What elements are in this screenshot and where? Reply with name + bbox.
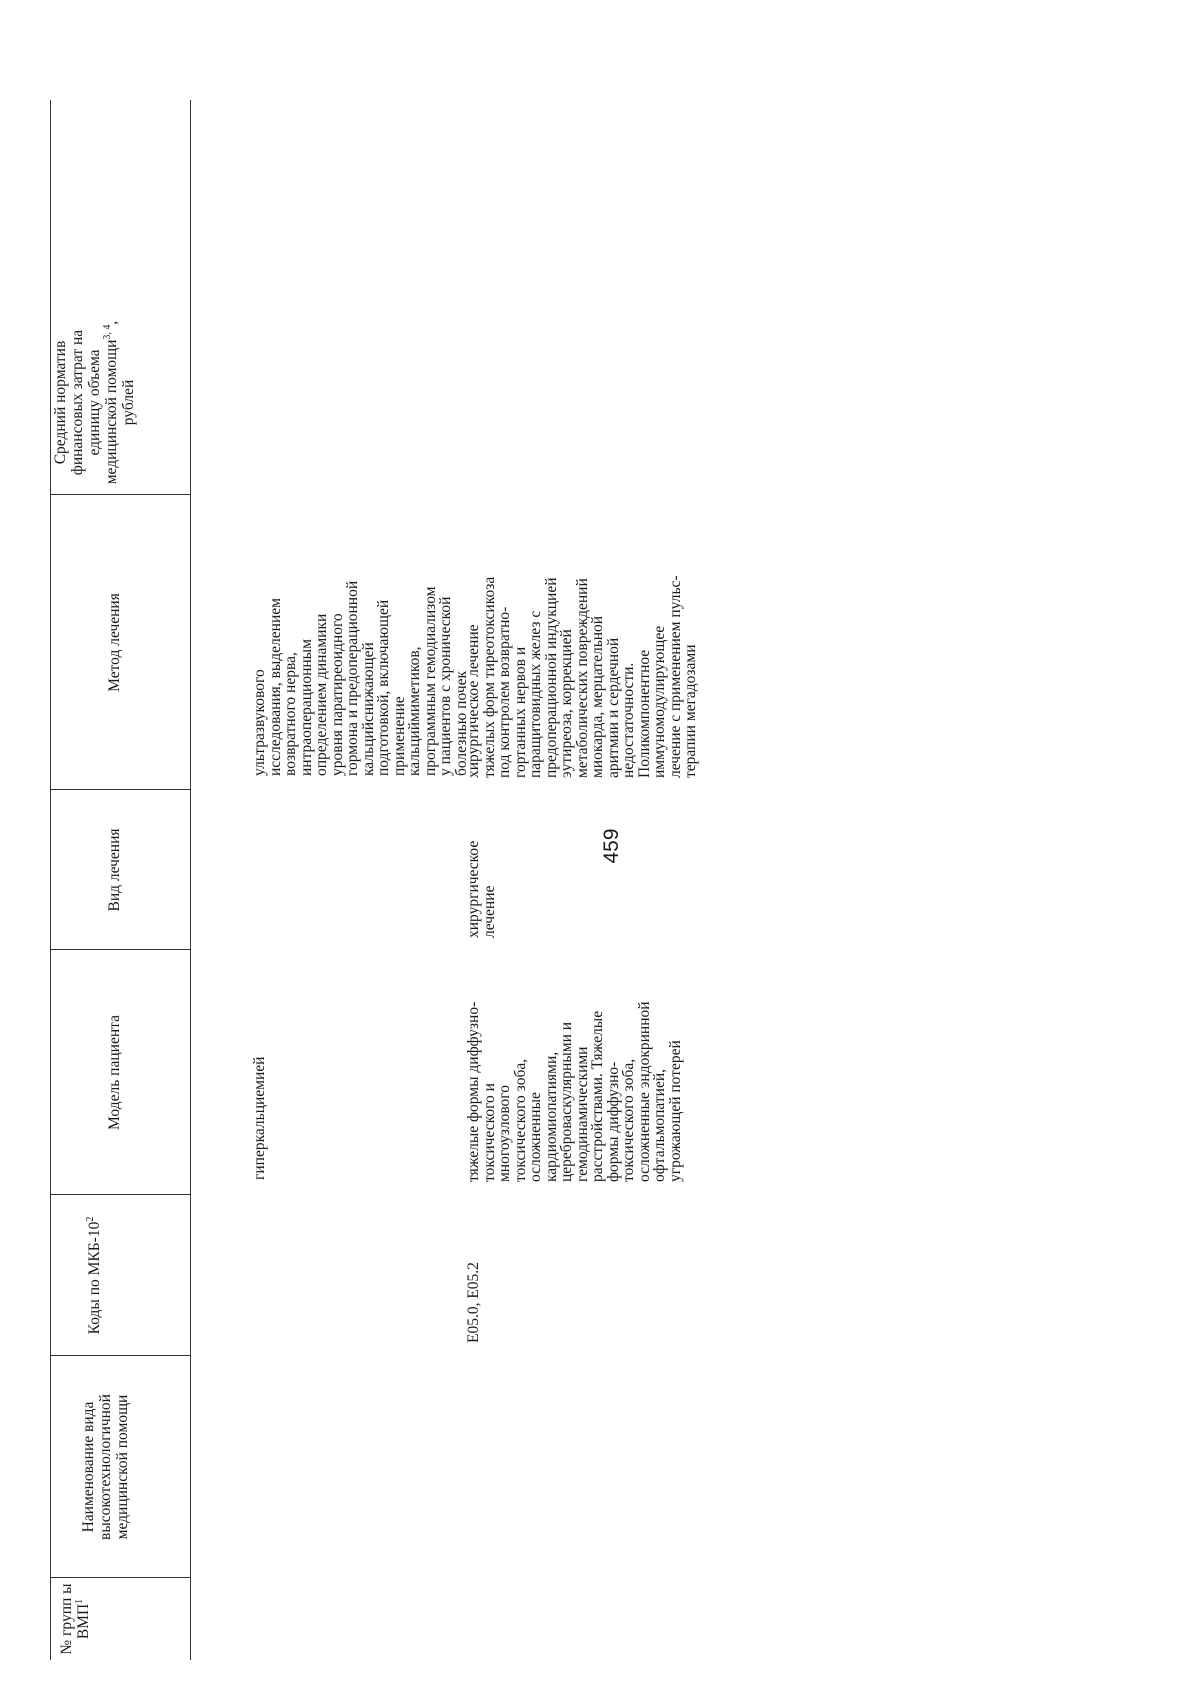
row2-kind: хирургическое лечение — [465, 840, 498, 938]
header-cost: Средний норматив финансовых затрат на единицу объема медицинской помощи$^{3, 4}$, рублей — [52, 320, 137, 485]
row2-code: E05.0, E05.2 — [465, 1262, 482, 1343]
header-method: Метод лечения — [106, 593, 123, 692]
row2-model: тяжелые формы диффузно- токсического и многоузлового токсического зоба, осложненные кардиомиопатиями, цереброваскулярными и гемодинамическими расстройствами. Тяжелые формы диффузно- токсического зоба, осложненные эндокринной офтальмопатией, угрожающей потерей — [465, 1001, 684, 1182]
header-name: Наименование вида высокотехнологичной медицинской помощи — [80, 1394, 131, 1540]
table — [50, 80, 1150, 1660]
header-model: Модель пациента — [106, 1015, 123, 1130]
table-top-border — [50, 100, 51, 1660]
header-codes: Коды по МКБ-$10^2$ — [84, 1216, 103, 1335]
header-group-no: № групп ы ВМП$^1$ — [58, 1583, 92, 1655]
row1-method: ультразвукового исследования, выделением возвратного нерва, интраоперационным определением динамики уровня паратиреоидного гормона и предоперационной кальцийснижающей подготовкой, включающей применение кальциймиметиков, программным гемодиализом у пациентов с хронической болезнью почек — [251, 580, 470, 776]
page-number: 459 — [600, 828, 623, 864]
row2-method: хирургическое лечение тяжелых форм тиреотоксикоза под контролем возвратно- гортанных нервов и паращитовидных желез с предоперационной индукцией эутиреоза, коррекцией метаболических повреждений миокарда, мерцательной аритмии и сердечной недостаточности. Поликомпонентное иммуномодулирующее лечение с применением пульс- терапии мегадозами — [465, 575, 699, 778]
header-kind: Вид лечения — [106, 828, 123, 912]
row1-model: гиперкальциемией — [251, 1056, 268, 1180]
header-bottom-border — [190, 100, 191, 1660]
